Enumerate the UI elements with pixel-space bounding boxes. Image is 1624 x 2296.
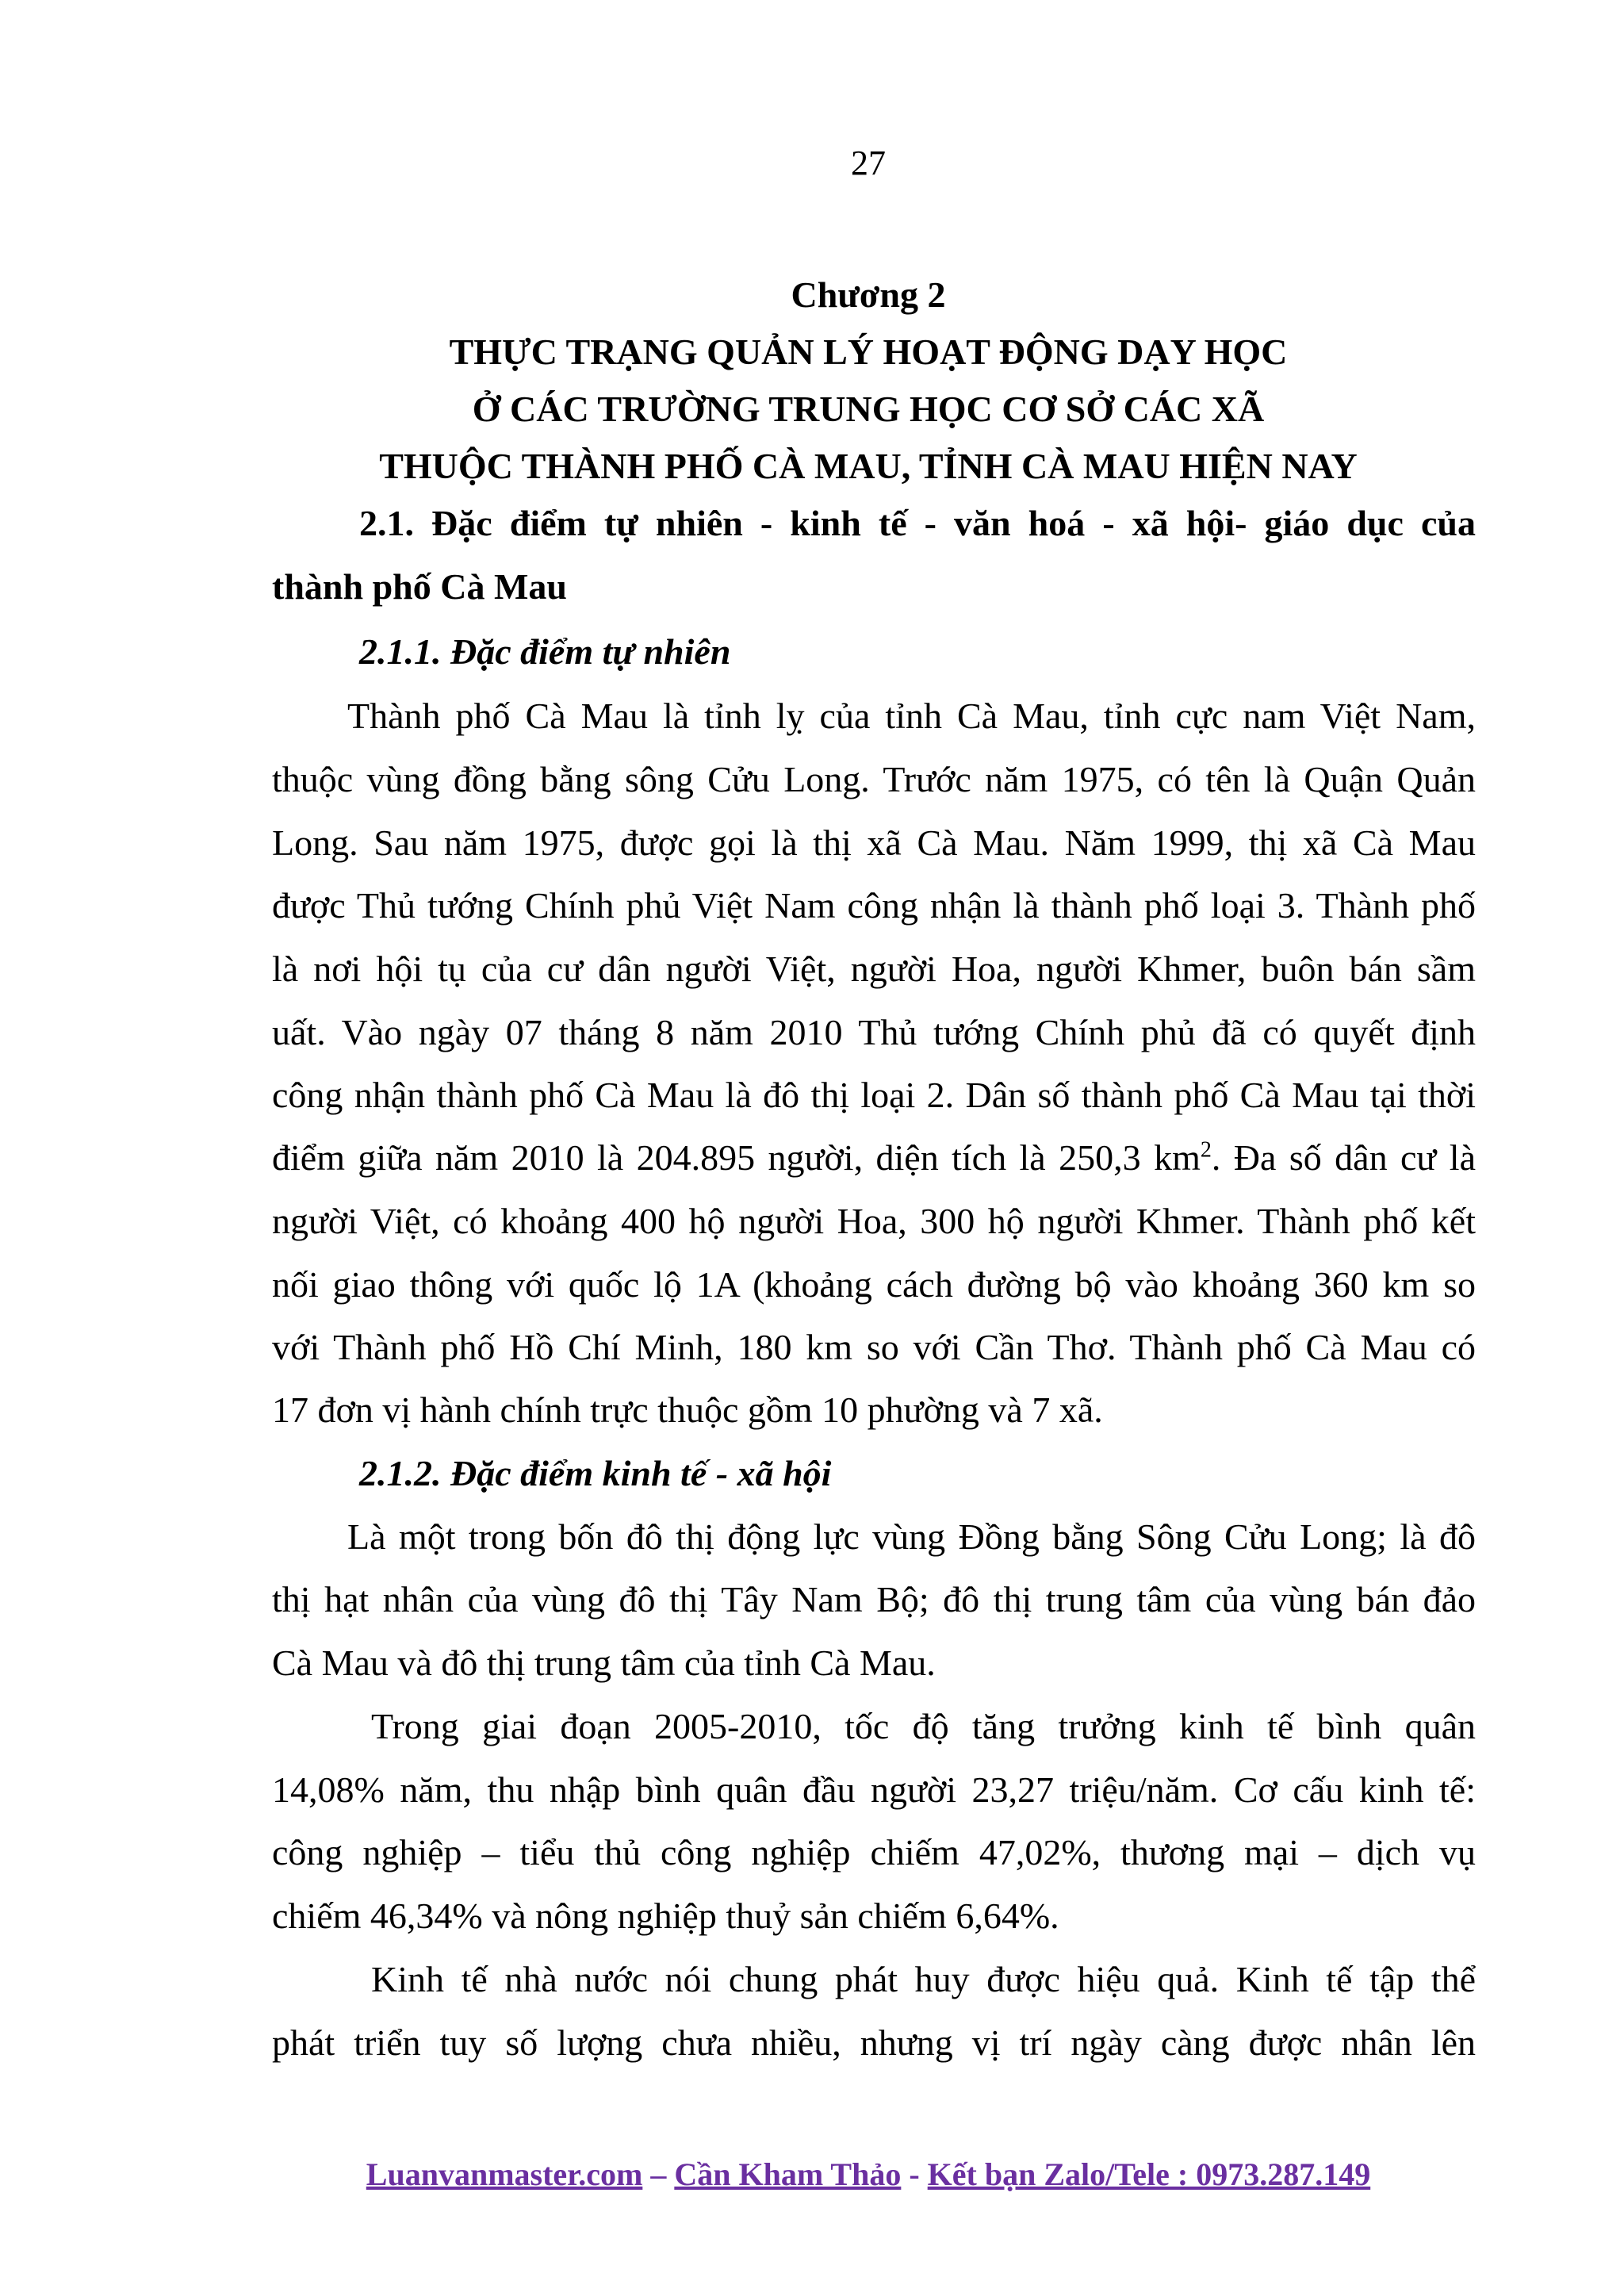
footer-separator: - (901, 2156, 928, 2192)
paragraph-line: được Thủ tướng Chính phủ Việt Nam công nhận là thành phố loại 3. Thành phố (272, 885, 1476, 926)
paragraph-line: Long. Sau năm 1975, được gọi là thị xã Cà Mau. Năm 1999, thị xã Cà Mau (272, 822, 1476, 863)
paragraph-line: Kinh tế nhà nước nói chung phát huy được hiệu quả. Kinh tế tập thể (371, 1959, 1476, 1999)
chapter-title-line-2: Ở CÁC TRƯỜNG TRUNG HỌC CƠ SỞ CÁC XÃ (472, 389, 1265, 429)
text-segment: điểm giữa năm 2010 là 204.895 người, diện tích là 250,3 km (272, 1137, 1201, 1178)
paragraph-line: với Thành phố Hồ Chí Minh, 180 km so với Cần Thơ. Thành phố Cà Mau có (272, 1327, 1476, 1367)
chapter-title-line-1: THỰC TRẠNG QUẢN LÝ HOẠT ĐỘNG DẠY HỌC (449, 332, 1288, 372)
paragraph-line: 14,08% năm, thu nhập bình quân đầu người 23,27 triệu/năm. Cơ cấu kinh tế: (272, 1769, 1476, 1810)
paragraph-line: là nơi hội tụ của cư dân người Việt, người Hoa, người Khmer, buôn bán sầm (272, 949, 1476, 989)
footer-name-link[interactable]: Cần Kham Thảo (674, 2156, 902, 2192)
text-segment: . Đa số dân cư là (1211, 1137, 1476, 1178)
paragraph-line: 17 đơn vị hành chính trực thuộc gồm 10 phường và 7 xã. (272, 1389, 1103, 1430)
page-number: 27 (851, 144, 886, 182)
paragraph-line: Cà Mau và đô thị trung tâm của tỉnh Cà Mau. (272, 1642, 936, 1683)
paragraph-line: thuộc vùng đồng bằng sông Cửu Long. Trước năm 1975, có tên là Quận Quản (272, 759, 1476, 799)
paragraph-line: phát triển tuy số lượng chưa nhiều, nhưng vị trí ngày càng được nhân lên (272, 2022, 1476, 2063)
paragraph-line: công nhận thành phố Cà Mau là đô thị loại 2. Dân số thành phố Cà Mau tại thời (272, 1075, 1476, 1115)
section-heading-2-1: 2.1. Đặc điểm tự nhiên - kinh tế - văn hoá - xã hội- giáo dục của (359, 503, 1476, 543)
paragraph-line-with-superscript (272, 1137, 1476, 1181)
footer-site-link[interactable]: Luanvanmaster.com (366, 2156, 643, 2192)
paragraph-line: thị hạt nhân của vùng đô thị Tây Nam Bộ; đô thị trung tâm của vùng bán đảo (272, 1579, 1476, 1619)
footer-separator: – (642, 2156, 675, 2192)
superscript: 2 (1200, 1137, 1212, 1163)
paragraph-line: Là một trong bốn đô thị động lực vùng Đồng bằng Sông Cửu Long; là đô (347, 1516, 1476, 1557)
chapter-title-line-3: THUỘC THÀNH PHỐ CÀ MAU, TỈNH CÀ MAU HIỆN NAY (379, 446, 1358, 486)
chapter-label: Chương 2 (791, 274, 946, 315)
paragraph-line: người Việt, có khoảng 400 hộ người Hoa, 300 hộ người Khmer. Thành phố kết (272, 1201, 1476, 1241)
paragraph-line: Thành phố Cà Mau là tỉnh lỵ của tỉnh Cà Mau, tỉnh cực nam Việt Nam, (347, 696, 1476, 736)
section-heading-2-1-continued: thành phố Cà Mau (272, 566, 567, 607)
paragraph-line: công nghiệp – tiểu thủ công nghiệp chiếm 47,02%, thương mại – dịch vụ (272, 1832, 1476, 1872)
paragraph-line: nối giao thông với quốc lộ 1A (khoảng cách đường bộ vào khoảng 360 km so (272, 1264, 1476, 1305)
footer-promo (0, 2156, 1624, 2193)
section-heading-2-1-1: 2.1.1. Đặc điểm tự nhiên (359, 631, 731, 672)
paragraph-line: Trong giai đoạn 2005-2010, tốc độ tăng trưởng kinh tế bình quân (371, 1706, 1476, 1746)
paragraph-line: uất. Vào ngày 07 tháng 8 năm 2010 Thủ tướng Chính phủ đã có quyết định (272, 1012, 1476, 1052)
footer-contact-link[interactable]: Kết bạn Zalo/Tele : 0973.287.149 (927, 2156, 1371, 2192)
section-heading-2-1-2: 2.1.2. Đặc điểm kinh tế - xã hội (359, 1453, 832, 1493)
paragraph-line: chiếm 46,34% và nông nghiệp thuỷ sản chiếm 6,64%. (272, 1895, 1059, 1936)
